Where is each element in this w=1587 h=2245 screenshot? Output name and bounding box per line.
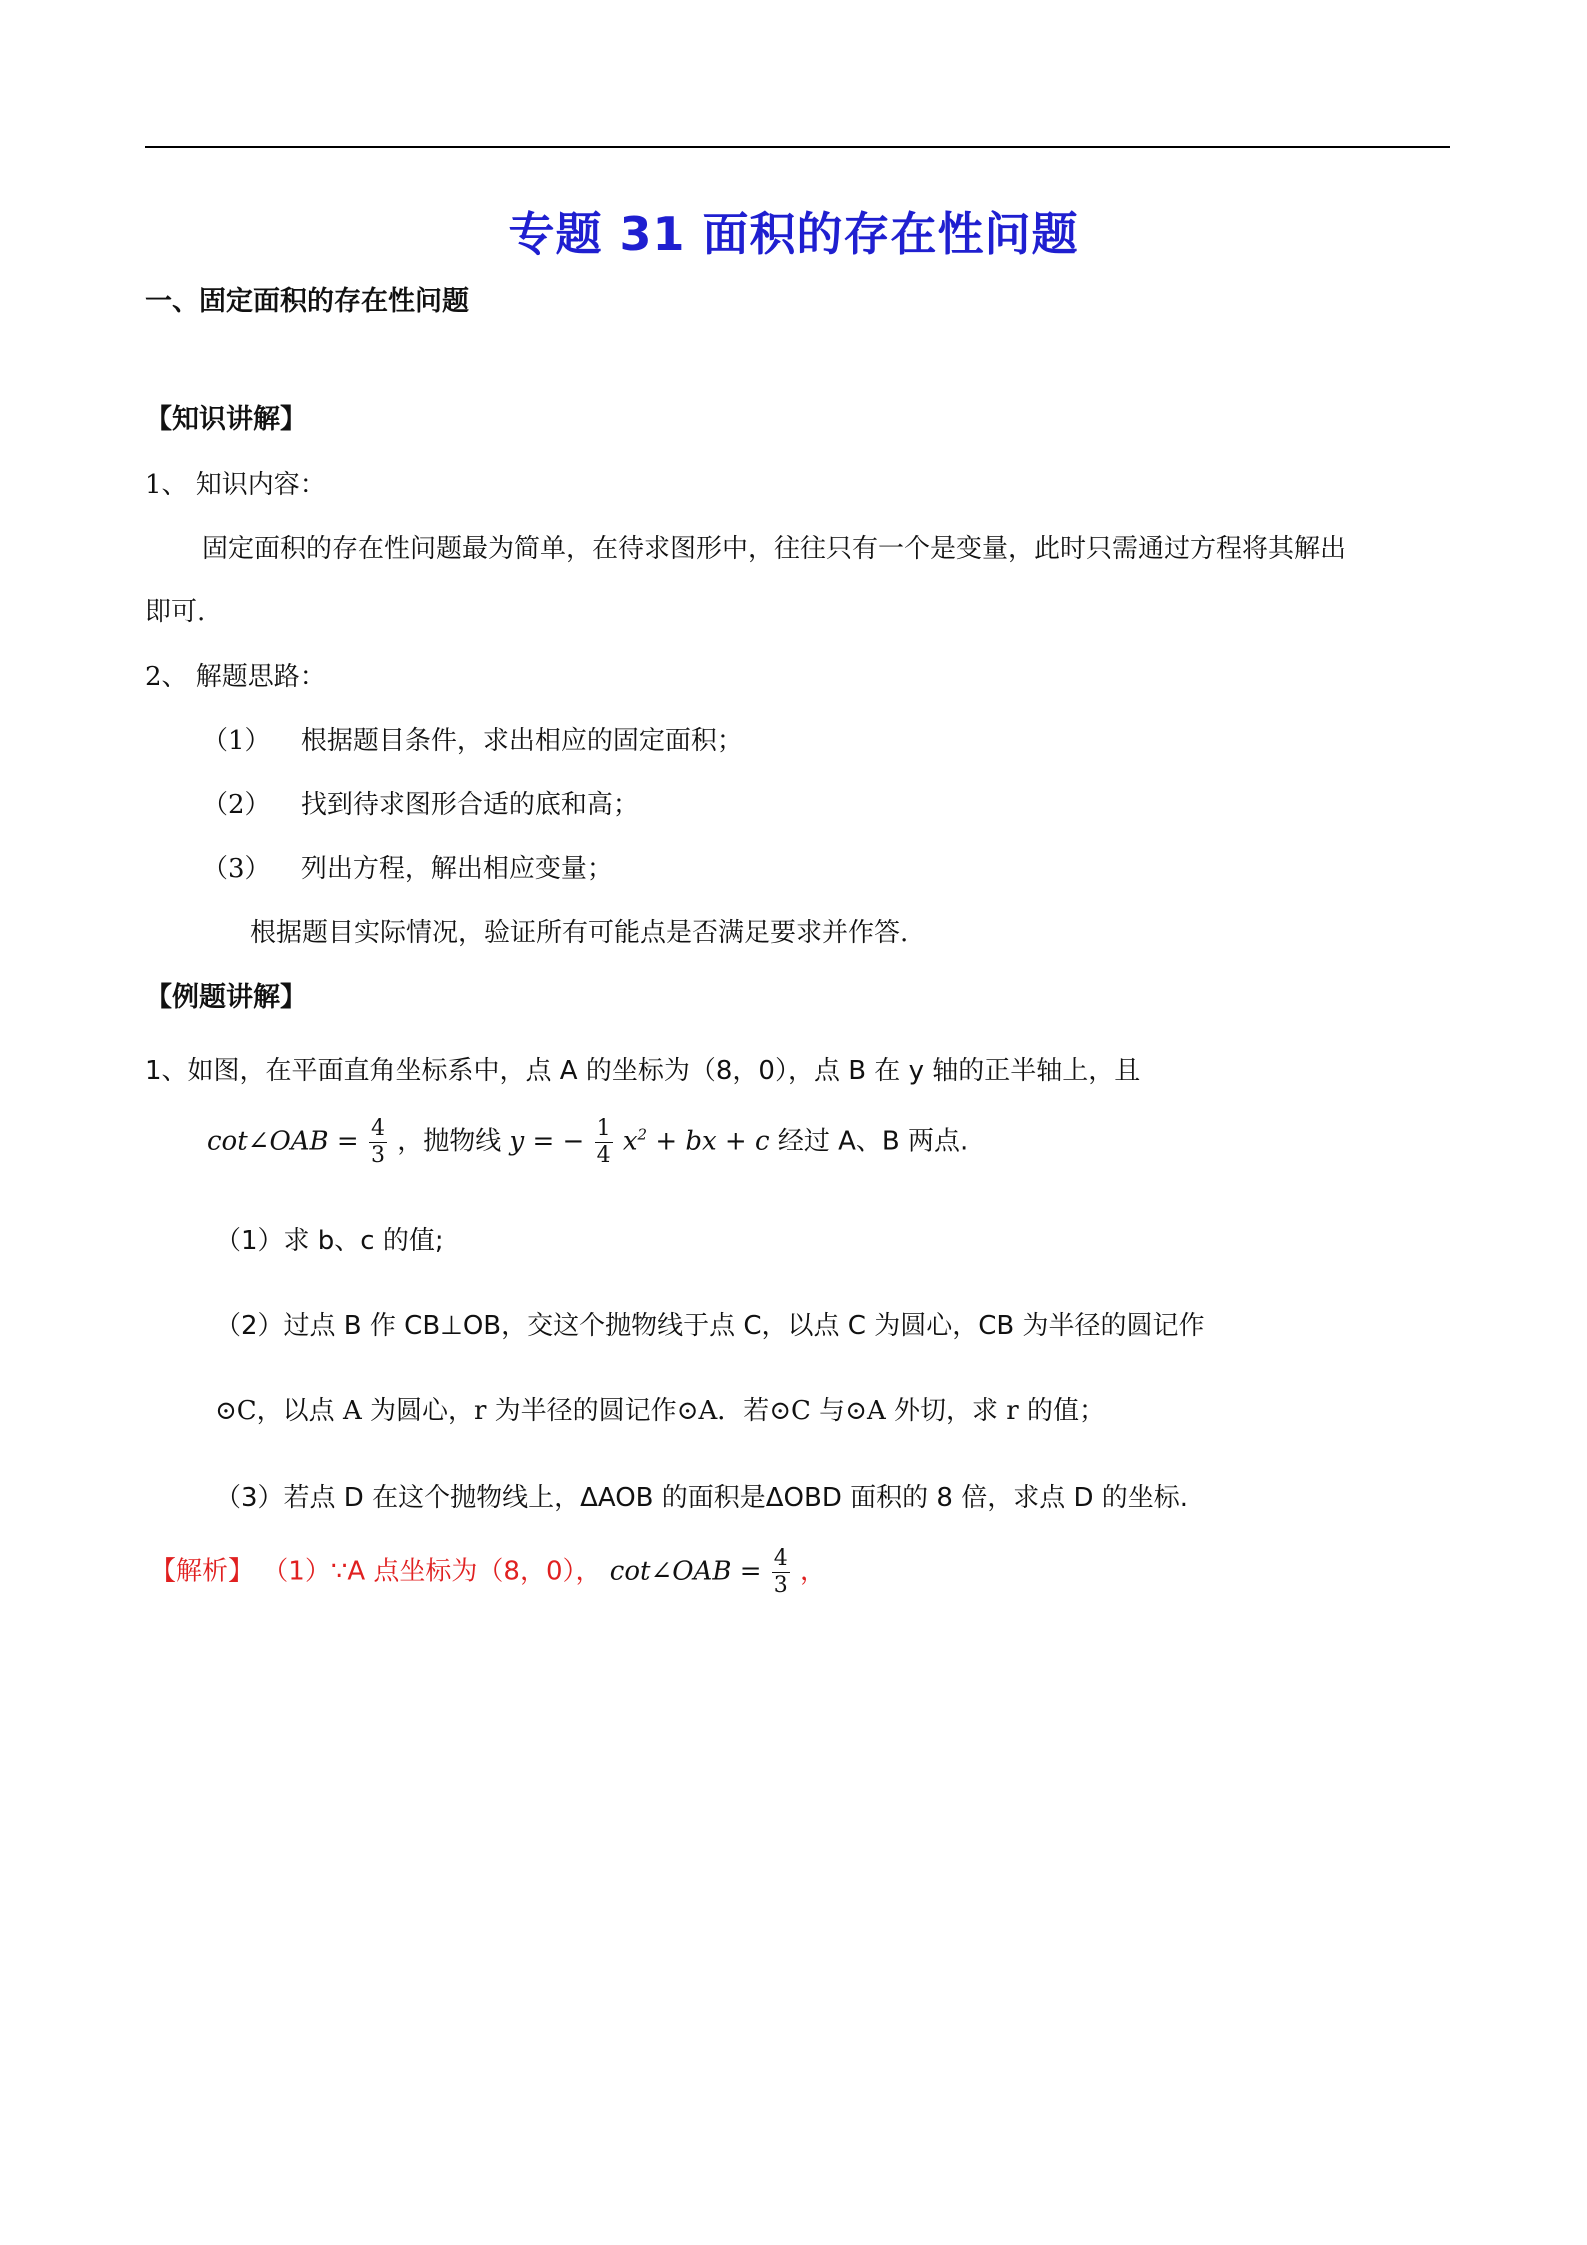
section-heading: 一、固定面积的存在性问题 — [145, 286, 469, 317]
solution-line — [150, 1548, 826, 1597]
step-text: 根据题目条件，求出相应的固定面积； — [300, 726, 743, 756]
question-2-line2: ⊙C，以点 A 为圆心，r 为半径的圆记作⊙A．若⊙C 与⊙A 外切，求 r 的值； — [215, 1396, 1105, 1426]
parabola-end: 经过 A、B 两点. — [777, 1126, 969, 1157]
solution-text: （1）∵A 点坐标为（8，0）， — [262, 1556, 602, 1587]
parabola-x: x — [622, 1126, 638, 1157]
solution-cot: cot∠OAB = — [609, 1556, 762, 1587]
question-1: （1）求 b、c 的值; — [215, 1226, 444, 1256]
question-3: （3）若点 D 在这个抛物线上，ΔAOB 的面积是ΔOBD 面积的 8 倍，求点 D 的坐标. — [215, 1483, 1189, 1513]
step-2 — [202, 784, 639, 821]
parabola-prefix: ，抛物线 — [397, 1126, 510, 1157]
parabola-exponent: 2 — [637, 1125, 648, 1144]
step-number: （3） — [202, 854, 271, 884]
question-2-line1: （2）过点 B 作 CB⊥OB，交这个抛物线于点 C，以点 C 为圆心，CB 为半径的圆记作 — [215, 1311, 1205, 1341]
step-4: 根据题目实际情况，验证所有可能点是否满足要求并作答. — [250, 918, 909, 948]
step-1 — [202, 720, 743, 757]
step-3 — [202, 848, 613, 885]
problem-line2 — [207, 1118, 968, 1167]
fraction-4-3: $\frac{4}{3}$ — [370, 1116, 385, 1168]
item1-label: 1、 知识内容： — [145, 470, 326, 500]
step-number: （2） — [202, 790, 271, 820]
solution-end: ， — [800, 1556, 827, 1587]
knowledge-header: 【知识讲解】 — [145, 404, 307, 435]
problem-line1: 1、如图，在平面直角坐标系中，点 A 的坐标为（8，0），点 B 在 y 轴的正半轴上，且 — [145, 1056, 1141, 1086]
example-header: 【例题讲解】 — [145, 982, 307, 1013]
step-text: 列出方程，解出相应变量； — [300, 854, 613, 884]
fraction-1-4: $\frac{1}{4}$ — [596, 1116, 611, 1168]
parabola-tail: + bx + c — [655, 1126, 770, 1157]
cot-expression: cot∠OAB = — [207, 1126, 359, 1157]
parabola-lhs: y = − — [509, 1126, 585, 1157]
solution-label: 【解析】 — [150, 1556, 255, 1587]
step-number: （1） — [202, 726, 271, 756]
step-text: 找到待求图形合适的底和高； — [300, 790, 639, 820]
solution-fraction: $\frac{4}{3}$ — [773, 1546, 788, 1598]
page-title: 专题 31 面积的存在性问题 — [508, 207, 1079, 261]
header-rule — [145, 146, 1450, 148]
item2-label: 2、 解题思路： — [145, 662, 326, 692]
item1-body-line1: 固定面积的存在性问题最为简单，在待求图形中，往往只有一个是变量，此时只需通过方程将其解出 — [202, 534, 1347, 564]
item1-body-line2: 即可. — [145, 597, 206, 627]
